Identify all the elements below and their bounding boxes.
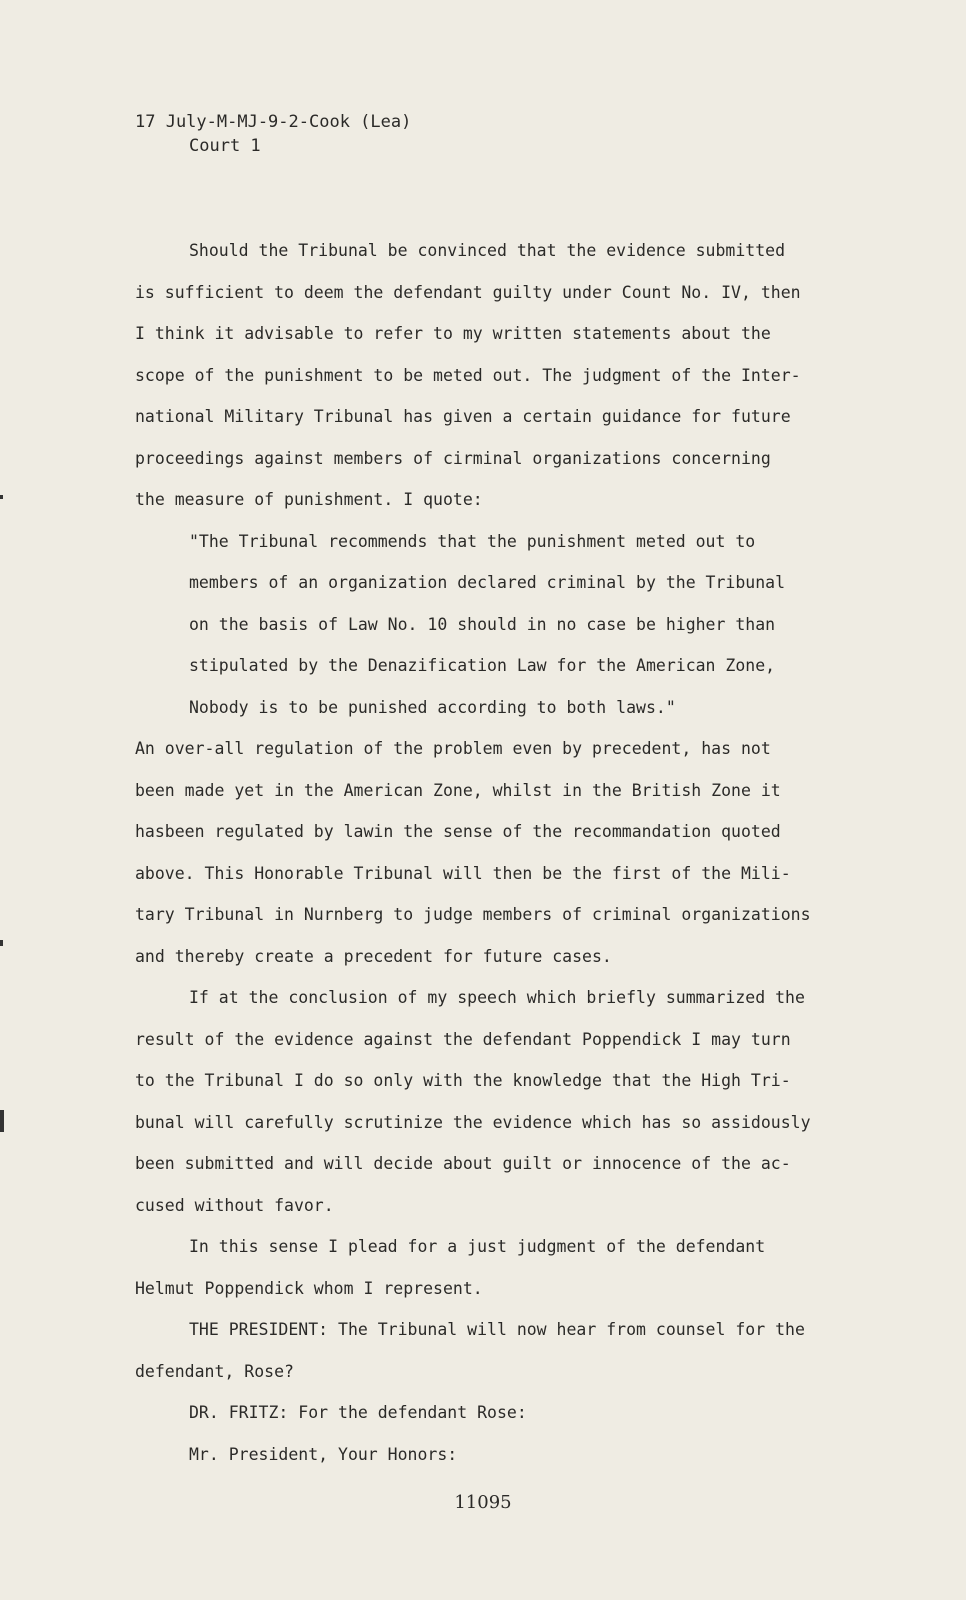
text-line: been submitted and will decide about guilt or innocence of the ac-	[135, 1154, 791, 1173]
text-line: scope of the punishment to be meted out. The judgment of the Inter-	[135, 365, 801, 385]
text-line: "The Tribunal recommends that the punishment meted out to	[189, 531, 756, 551]
text-line: An over-all regulation of the problem even by precedent, has not	[135, 739, 771, 758]
document-header	[135, 110, 411, 158]
text-line: above. This Honorable Tribunal will then be the first of the Mili-	[135, 863, 791, 883]
text-line: to the Tribunal I do so only with the knowledge that the High Tri-	[135, 1071, 791, 1090]
document-body	[135, 230, 845, 1475]
text-line: Mr. President, Your Honors:	[189, 1444, 458, 1464]
text-line: bunal will carefully scrutinize the evidence which has so assidously	[135, 1112, 811, 1132]
text-line: and thereby create a precedent for future cases.	[135, 946, 612, 966]
text-line: stipulated by the Denazification Law for the American Zone,	[189, 656, 776, 675]
text-line: cused without favor.	[135, 1195, 334, 1215]
text-line: hasbeen regulated by lawin the sense of the recommandation quoted	[135, 822, 781, 841]
text-line: If at the conclusion of my speech which briefly summarized the	[189, 988, 805, 1007]
text-line: I think it advisable to refer to my written statements about the	[135, 324, 771, 343]
text-line: the measure of punishment. I quote:	[135, 490, 483, 509]
text-line: is sufficient to deem the defendant guilty under Count No. IV, then	[135, 282, 801, 302]
text-line: Helmut Poppendick whom I represent.	[135, 1278, 483, 1298]
text-line: result of the evidence against the defendant Poppendick I may turn	[135, 1029, 791, 1049]
text-line: on the basis of Law No. 10 should in no case be higher than	[189, 614, 776, 634]
header-reference: 17 July-M-MJ-9-2-Cook (Lea)	[135, 112, 412, 132]
page-number: 11095	[454, 1492, 512, 1513]
text-line: DR. FRITZ: For the defendant Rose:	[189, 1403, 527, 1422]
edge-mark	[0, 495, 3, 499]
header-court: Court 1	[189, 136, 261, 156]
text-line: been made yet in the American Zone, whilst in the British Zone it	[135, 780, 781, 800]
text-line: members of an organization declared criminal by the Tribunal	[189, 573, 786, 592]
text-line: defendant, Rose?	[135, 1361, 294, 1381]
text-line: THE PRESIDENT: The Tribunal will now hear from counsel for the	[189, 1320, 805, 1339]
text-line: Nobody is to be punished according to both laws."	[189, 697, 676, 717]
text-line: tary Tribunal in Nurnberg to judge members of criminal organizations	[135, 905, 811, 924]
text-line: national Military Tribunal has given a certain guidance for future	[135, 407, 791, 426]
text-line: In this sense I plead for a just judgment of the defendant	[189, 1237, 766, 1256]
text-line: Should the Tribunal be convinced that the evidence submitted	[189, 241, 786, 260]
edge-mark	[0, 1110, 4, 1132]
edge-mark	[0, 940, 3, 946]
text-line: proceedings against members of cirminal organizations concerning	[135, 448, 771, 468]
